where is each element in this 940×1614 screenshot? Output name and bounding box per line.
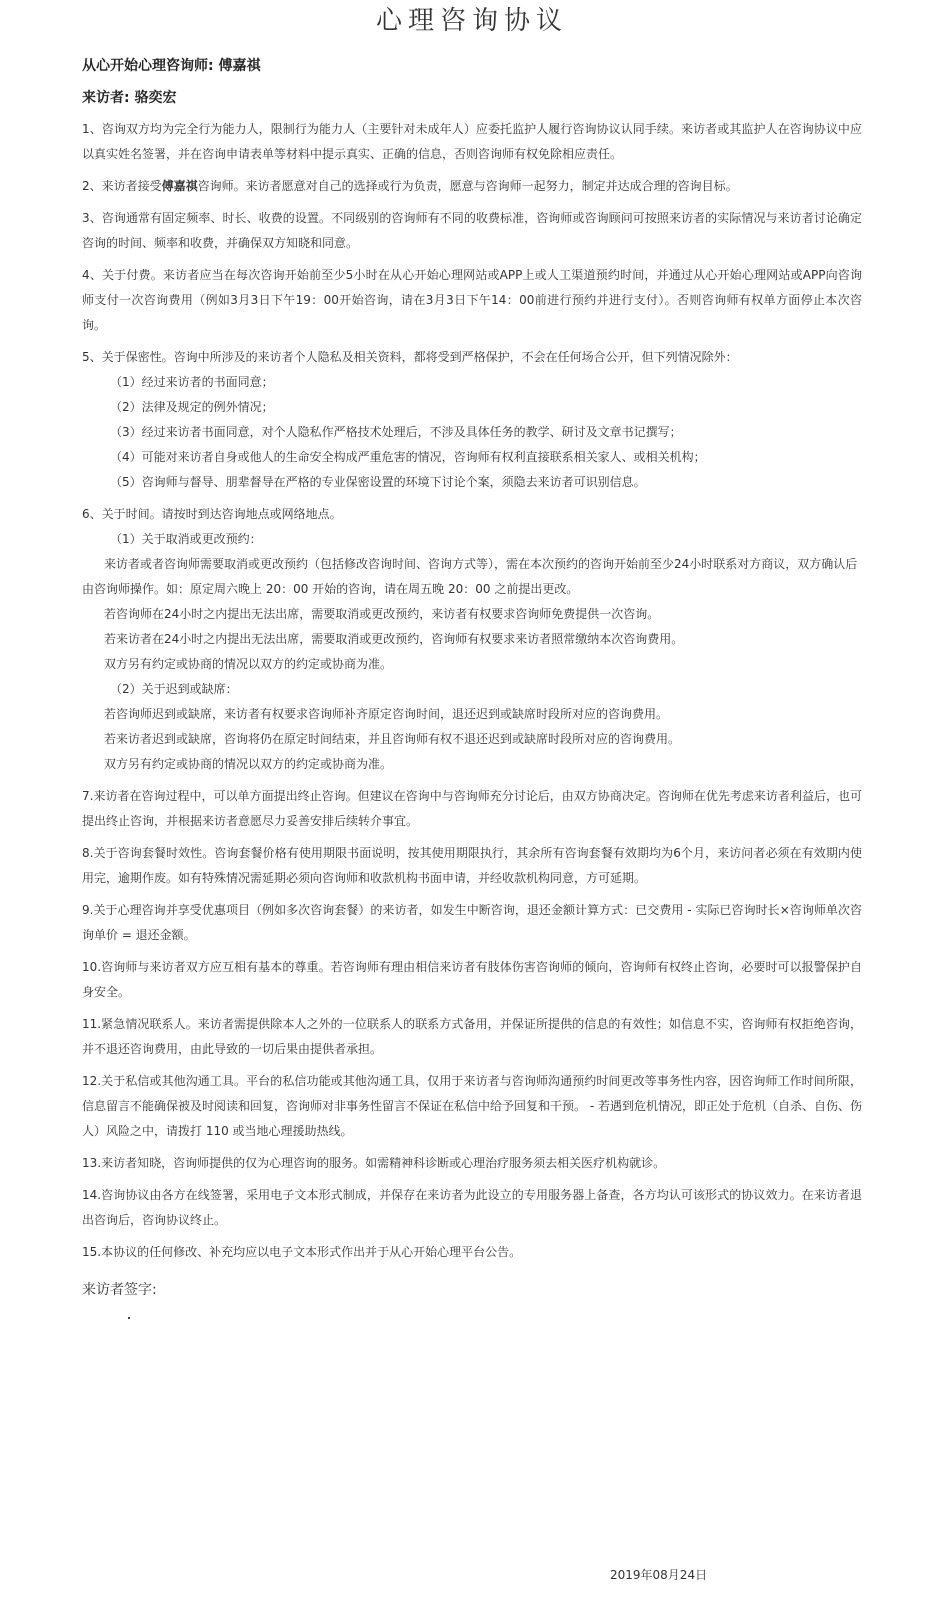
- agreement-date: 2019年08月24日: [610, 1568, 708, 1582]
- counselor-name: 傅嘉祺: [218, 58, 261, 74]
- clause-6-intro: 6、关于时间。请按时到达咨询地点或网络地点。: [82, 507, 342, 521]
- clause-2-text-b: 咨询师。来访者愿意对自己的选择或行为负责，愿意与咨询师一起努力，制定并达成合理的咨询目标。: [197, 179, 738, 193]
- confidentiality-exception: （4）可能对来访者自身或他人的生命安全构成严重危害的情况，咨询师有权利直接联系相关家人、或相关机构；: [110, 450, 706, 464]
- counselor-label: 从心开始心理咨询师:: [82, 58, 219, 74]
- confidentiality-exception: （3）经过来访者书面同意，对个人隐私作严格技术处理后，不涉及具体任务的教学、研讨及文章书记撰写；: [110, 425, 682, 439]
- confidentiality-exception: （5）咨询师与督导、朋辈督导在严格的专业保密设置的环境下讨论个案，须隐去来访者可识别信息。: [110, 475, 646, 489]
- clause-2-text-a: 2、来访者接受: [82, 179, 162, 193]
- clause-4: 4、关于付费。来访者应当在每次咨询开始前至少5小时在从心开始心理网站或APP上或人工渠道预约时间，并通过从心开始心理网站或APP向咨询师支付一次咨询费用（例如3月3日下午19：00开始咨询，请在3月3日下午14：00前进行预约并进行支付）。否则咨询师有权单方面停止本次咨询。: [82, 268, 862, 332]
- clause-list: [82, 117, 862, 1265]
- clause-2: [82, 174, 862, 199]
- visitor-label: 来访者:: [82, 90, 135, 106]
- clause-7: 7.来访者在咨询过程中，可以单方面提出终止咨询。但建议在咨询中与咨询师充分讨论后，由双方协商决定。咨询师在优先考虑来访者利益后，也可提出终止咨询，并根据来访者意愿尽力妥善安排后续转介事宜。: [82, 789, 862, 828]
- clause-6-2-paragraph: 若来访者迟到或缺席，咨询将仍在原定时间结束，并且咨询师有权不退还迟到或缺席时段所对应的咨询费用。: [104, 732, 681, 746]
- clause-15: 15.本协议的任何修改、补充均应以电子文本形式作出并于从心开始心理平台公告。: [82, 1245, 522, 1259]
- confidentiality-exception: （1）经过来访者的书面同意；: [110, 375, 274, 389]
- clause-3: 3、咨询通常有固定频率、时长、收费的设置。不同级别的咨询师有不同的收费标准，咨询师或咨询顾问可按照来访者的实际情况与来访者讨论确定咨询的时间、频率和收费，并确保双方知晓和同意。: [82, 211, 862, 250]
- clause-12: 12.关于私信或其他沟通工具。平台的私信功能或其他沟通工具，仅用于来访者与咨询师沟通预约时间更改等事务性内容，因咨询师工作时间所限，信息留言不能确保被及时阅读和回复，咨询师对非事务性留言不保证在私信中给予回复和干预。 - 若遇到危机情况，即正处于危机（自杀、自伤、伤人）风险之中，请拨打 110 或当地心理援助热线。: [82, 1074, 862, 1138]
- page-title: 心理咨询协议: [375, 6, 568, 36]
- clause-5: [82, 345, 862, 495]
- clause-6-1-paragraph: 若咨询师在24小时之内提出无法出席，需要取消或更改预约，来访者有权要求咨询师免费提供一次咨询。: [104, 607, 660, 621]
- clause-14: 14.咨询协议由各方在线签署，采用电子文本形式制成，并保存在来访者为此设立的专用服务器上备查，各方均认可该形式的协议效力。在来访者退出咨询后，咨询协议终止。: [82, 1188, 862, 1227]
- confidentiality-exception: （2）法律及规定的例外情况；: [110, 400, 274, 414]
- clause-6-1-paragraph: 若来访者在24小时之内提出无法出席，需要取消或更改预约，咨询师有权要求来访者照常缴纳本次咨询费用。: [104, 632, 684, 646]
- clause-6: [82, 502, 862, 777]
- clause-6-2-paragraph: 若咨询师迟到或缺席，来访者有权要求咨询师补齐原定咨询时间，退还迟到或缺席时段所对应的咨询费用。: [104, 707, 669, 721]
- clause-6-1-title: （1）关于取消或更改预约：: [110, 532, 262, 546]
- clause-5-intro: 5、关于保密性。咨询中所涉及的来访者个人隐私及相关资料，都将受到严格保护，不会在任何场合公开，但下列情况除外：: [82, 350, 738, 364]
- signature-mark: [128, 1317, 130, 1319]
- clause-6-1-paragraph: 来访者或者咨询师需要取消或更改预约（包括修改咨询时间、咨询方式等），需在本次预约的咨询开始前至少24小时联系对方商议，双方确认后由咨询师操作。如：原定周六晚上 20：00 开始的咨询，请在周五晚 20：00 之前提出更改。: [82, 557, 858, 596]
- clause-13: 13.来访者知晓，咨询师提供的仅为心理咨询的服务。如需精神科诊断或心理治疗服务须去相关医疗机构就诊。: [82, 1156, 666, 1170]
- clause-6-1-paragraph: 双方另有约定或协商的情况以双方的约定或协商为准。: [104, 657, 393, 671]
- clause-8: 8.关于咨询套餐时效性。咨询套餐价格有使用期限书面说明，按其使用期限执行，其余所有咨询套餐有效期均为6个月，来访问者必须在有效期内使用完，逾期作废。如有特殊情况需延期必须向咨询师和收款机构书面申请，并经收款机构同意，方可延期。: [82, 846, 862, 885]
- clause-6-2-paragraph: 双方另有约定或协商的情况以双方的约定或协商为准。: [104, 757, 393, 771]
- clause-10: 10.咨询师与来访者双方应互相有基本的尊重。若咨询师有理由相信来访者有肢体伤害咨询师的倾向，咨询师有权终止咨询，必要时可以报警保护自身安全。: [82, 960, 862, 999]
- clause-9: 9.关于心理咨询并享受优惠项目（例如多次咨询套餐）的来访者，如发生中断咨询，退还金额计算方式：已交费用 - 实际已咨询时长×咨询师单次咨询单价 = 退还金额。: [82, 903, 862, 942]
- agreement-document: [82, 0, 862, 1272]
- clause-2-counselor-name: 傅嘉祺: [161, 179, 198, 193]
- clause-1: 1、咨询双方均为完全行为能力人，限制行为能力人（主要针对未成年人）应委托监护人履行咨询协议认同手续。来访者或其监护人在咨询协议中应以真实姓名签署，并在咨询申请表单等材料中提示真实、正确的信息，否则咨询师有权免除相应责任。: [82, 122, 862, 161]
- signature-label: 来访者签字:: [82, 1282, 157, 1298]
- clause-11: 11.紧急情况联系人。来访者需提供除本人之外的一位联系人的联系方式备用，并保证所提供的信息的有效性；如信息不实，咨询师有权拒绝咨询，并不退还咨询费用，由此导致的一切后果由提供者承担。: [82, 1017, 862, 1056]
- visitor-line: [82, 88, 862, 108]
- visitor-name: 骆奕宏: [134, 90, 177, 106]
- clause-6-2-title: （2）关于迟到或缺席：: [110, 682, 238, 696]
- counselor-line: [82, 56, 862, 76]
